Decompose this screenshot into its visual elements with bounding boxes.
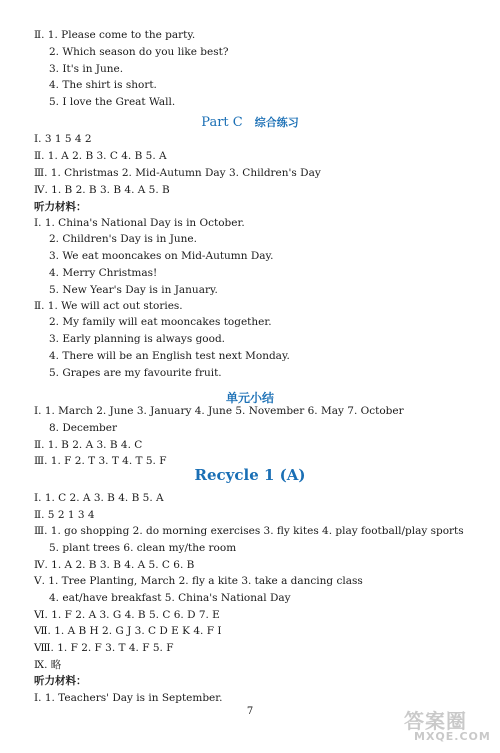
answer-line: Ⅶ. 1. A B H 2. G J 3. C D E K 4. F I xyxy=(34,625,222,637)
answer-line: 5. plant trees 6. clean my/the room xyxy=(49,542,237,554)
watermark-text-cn: 答案圈 xyxy=(404,709,467,733)
answer-line: Ⅳ. 1. B 2. B 3. B 4. A 5. B xyxy=(34,184,170,196)
answer-line: 4. The shirt is short. xyxy=(49,79,157,91)
answer-line: Ⅲ. 1. F 2. T 3. T 4. T 5. F xyxy=(34,455,167,467)
answer-line: 4. Merry Christmas! xyxy=(49,267,158,279)
watermark-text-en: MXQE.COM xyxy=(414,730,491,743)
answer-line: 2. Children's Day is in June. xyxy=(49,233,197,245)
answer-line: Ⅱ. 1. A 2. B 3. C 4. B 5. A xyxy=(34,150,167,162)
answer-line: Ⅱ. 1. We will act out stories. xyxy=(34,300,183,312)
answer-line: 5. I love the Great Wall. xyxy=(49,96,176,108)
answer-line: Ⅰ. 1. C 2. A 3. B 4. B 5. A xyxy=(34,492,164,504)
answer-line: Ⅱ. 1. Please come to the party. xyxy=(34,29,196,41)
answer-line: Ⅸ. 略 xyxy=(34,659,62,671)
answer-line: Ⅰ. 1. March 2. June 3. January 4. June 5. November 6. May 7. October xyxy=(34,405,404,417)
watermark-logo xyxy=(396,705,494,749)
answer-line: 2. Which season do you like best? xyxy=(49,46,229,58)
answer-line: Ⅱ. 1. B 2. A 3. B 4. C xyxy=(34,439,143,451)
answer-line: Ⅰ. 1. China's National Day is in October. xyxy=(34,217,245,229)
part-c-subtitle: 综合练习 xyxy=(254,116,299,129)
answer-line: 5. Grapes are my favourite fruit. xyxy=(49,367,222,379)
answer-line: 4. eat/have breakfast 5. China's National Day xyxy=(49,592,291,604)
answer-line: 3. Early planning is always good. xyxy=(49,333,226,345)
answer-line: Ⅷ. 1. F 2. F 3. T 4. F 5. F xyxy=(34,642,174,654)
answer-line: Ⅱ. 5 2 1 3 4 xyxy=(34,509,95,521)
answer-line: Ⅵ. 1. F 2. A 3. G 4. B 5. C 6. D 7. E xyxy=(34,609,220,621)
answer-line: 2. My family will eat mooncakes together. xyxy=(49,316,272,328)
answer-line: Ⅲ. 1. go shopping 2. do morning exercises 3. fly kites 4. play football/play sports xyxy=(34,525,464,537)
answer-line: Ⅰ. 3 1 5 4 2 xyxy=(34,133,92,145)
part-c-heading xyxy=(0,114,500,130)
unit-summary-heading: 单元小结 xyxy=(225,391,274,405)
part-c-title: Part C xyxy=(201,115,243,130)
answer-line: 3. It's in June. xyxy=(49,63,124,75)
answer-line: 3. We eat mooncakes on Mid-Autumn Day. xyxy=(49,250,274,262)
page-number: 7 xyxy=(246,706,254,717)
listening-label: 听力材料： xyxy=(34,201,87,213)
answer-line: Ⅰ. 1. Teachers' Day is in September. xyxy=(34,692,223,704)
answer-line: 4. There will be an English test next Monday. xyxy=(49,350,290,362)
answer-line: 5. New Year's Day is in January. xyxy=(49,284,218,296)
recycle-heading: Recycle 1 (A) xyxy=(194,466,306,484)
answer-line: 8. December xyxy=(49,422,117,434)
answer-line: Ⅴ. 1. Tree Planting, March 2. fly a kite 3. take a dancing class xyxy=(34,575,363,587)
listening-label: 听力材料： xyxy=(34,675,87,687)
answer-line: Ⅳ. 1. A 2. B 3. B 4. A 5. C 6. B xyxy=(34,559,195,571)
answer-line: Ⅲ. 1. Christmas 2. Mid-Autumn Day 3. Children's Day xyxy=(34,167,321,179)
